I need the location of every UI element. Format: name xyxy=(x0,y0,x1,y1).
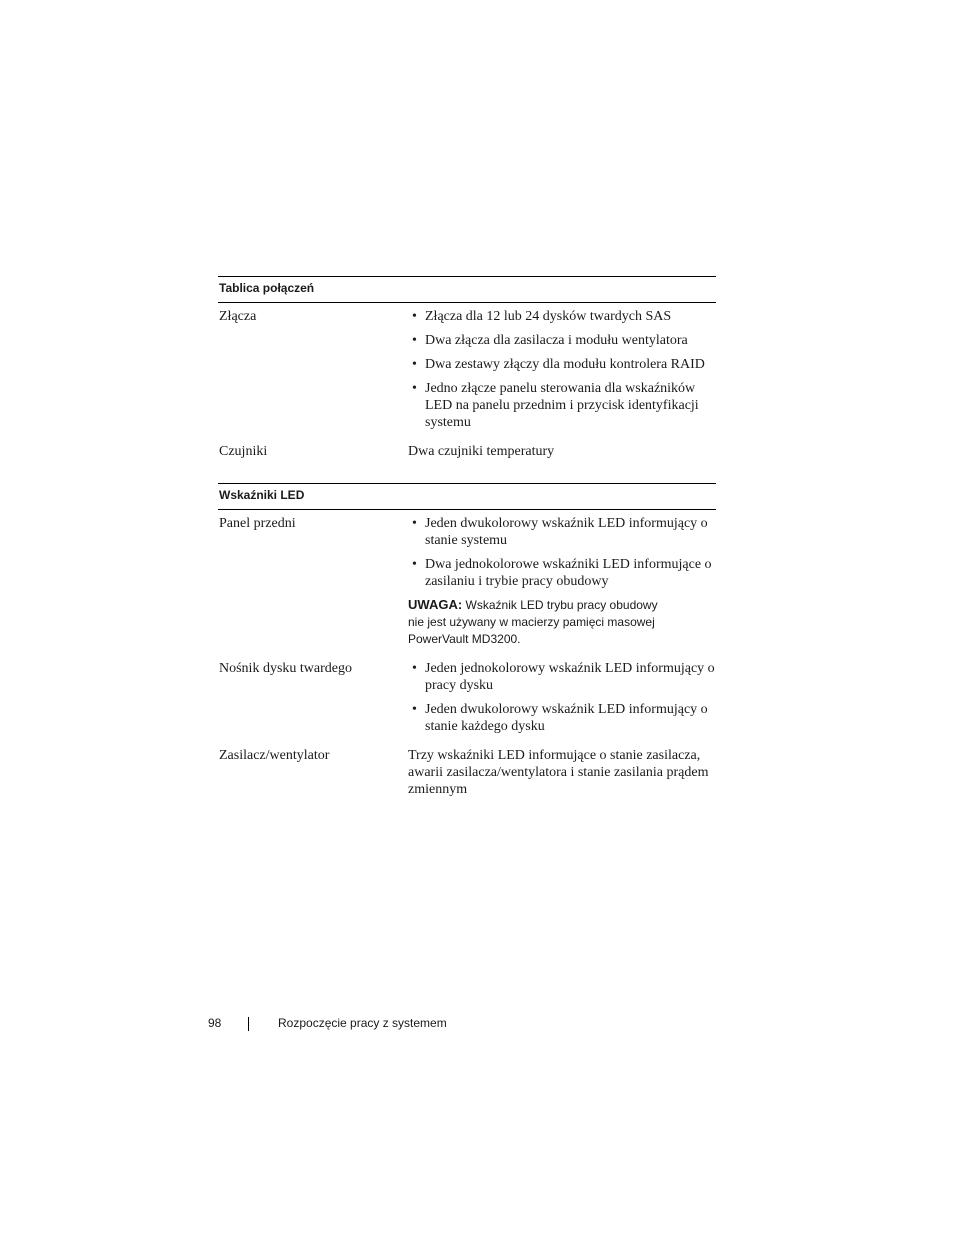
chapter-title: Rozpoczęcie pracy z systemem xyxy=(278,1016,447,1030)
bullet-list xyxy=(408,660,716,735)
note xyxy=(408,596,663,648)
list-item: • Jedno złącze panelu sterowania dla wskaźników LED na panelu przednim i przycisk identyfikacji systemu xyxy=(408,380,716,431)
spec-row-connectors xyxy=(218,303,716,438)
footer-separator xyxy=(248,1017,249,1031)
row-value xyxy=(408,515,716,655)
row-value: Dwa czujniki temperatury xyxy=(408,444,555,459)
section-header-connections: Tablica połączeń xyxy=(218,276,716,303)
row-value: Trzy wskaźniki LED informujące o stanie zasilacza, awarii zasilacza/wentylatora i stanie zasilania prądem zmiennym xyxy=(408,748,709,797)
bullet-list xyxy=(408,308,716,431)
list-item: • Jeden dwukolorowy wskaźnik LED informujący o stanie systemu xyxy=(408,515,716,549)
page-number: 98 xyxy=(208,1016,222,1030)
note-text: Wskaźnik LED trybu pracy obudowy nie jest używany w macierzy pamięci masowej PowerVault MD3200. xyxy=(408,598,658,646)
list-item: • Jeden jednokolorowy wskaźnik LED informujący o pracy dysku xyxy=(408,660,716,694)
spec-table xyxy=(218,276,716,805)
row-value xyxy=(408,660,716,742)
row-label: Zasilacz/wentylator xyxy=(219,748,330,763)
row-value xyxy=(408,308,716,438)
spec-row-psu-fan xyxy=(218,742,716,805)
spec-row-drive-carrier xyxy=(218,655,716,742)
list-item: • Dwa zestawy złączy dla modułu kontrolera RAID xyxy=(408,356,716,373)
spec-row-front-panel xyxy=(218,510,716,655)
bullet-list xyxy=(408,515,716,590)
list-item: • Złącza dla 12 lub 24 dysków twardych SAS xyxy=(408,308,716,325)
row-label: Czujniki xyxy=(219,444,268,459)
list-item: • Dwa złącza dla zasilacza i modułu wentylatora xyxy=(408,332,716,349)
row-label: Złącza xyxy=(219,309,257,324)
note-label: UWAGA: xyxy=(408,597,463,612)
section-header-led: Wskaźniki LED xyxy=(218,483,716,510)
row-label: Panel przedni xyxy=(219,516,296,531)
list-item: • Jeden dwukolorowy wskaźnik LED informujący o stanie każdego dysku xyxy=(408,701,716,735)
list-item: • Dwa jednokolorowe wskaźniki LED informujące o zasilaniu i trybie pracy obudowy xyxy=(408,556,716,590)
row-label: Nośnik dysku twardego xyxy=(219,661,352,676)
spec-row-sensors xyxy=(218,438,716,467)
